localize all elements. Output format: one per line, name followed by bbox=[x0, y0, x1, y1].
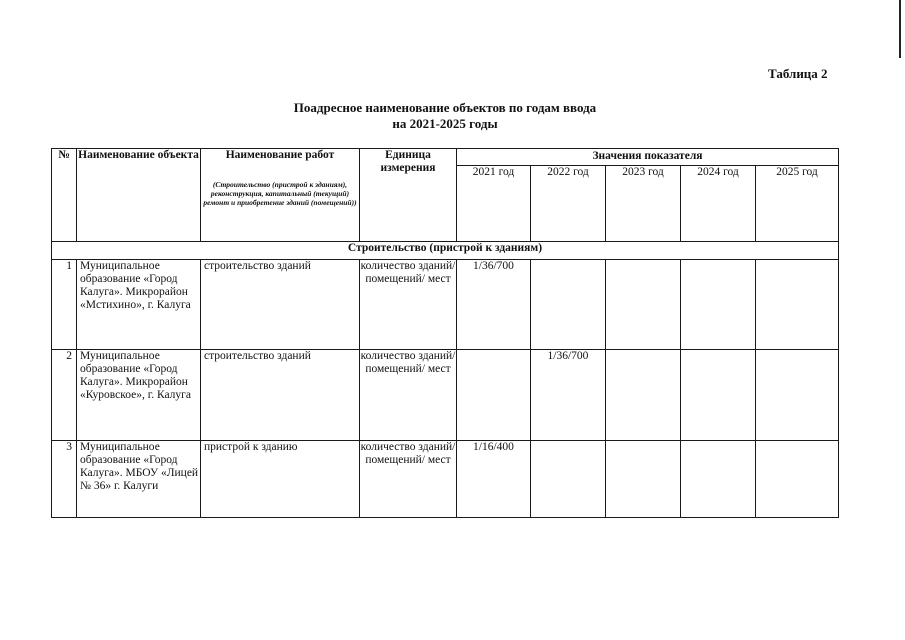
row-value-2023 bbox=[606, 441, 681, 518]
row-value-2025 bbox=[756, 260, 839, 350]
row-unit: количество зданий/ помещений/ мест bbox=[360, 350, 457, 441]
row-work: пристрой к зданию bbox=[201, 441, 360, 518]
header-values: Значения показателя bbox=[457, 149, 839, 166]
header-unit: Единица измерения bbox=[360, 149, 457, 242]
header-year: 2024 год bbox=[681, 166, 756, 242]
header-year: 2021 год bbox=[457, 166, 531, 242]
row-value-2021: 1/36/700 bbox=[457, 260, 531, 350]
row-value-2024 bbox=[681, 350, 756, 441]
row-object: Муниципальное образование «Город Калуга». МБОУ «Лицей № 36» г. Калуги bbox=[77, 441, 201, 518]
row-value-2022 bbox=[531, 260, 606, 350]
header-year: 2022 год bbox=[531, 166, 606, 242]
header-num: № bbox=[52, 149, 77, 242]
row-value-2022 bbox=[531, 441, 606, 518]
scan-edge-mark bbox=[891, 0, 905, 60]
header-works-label: Наименование работ bbox=[225, 149, 335, 161]
row-value-2023 bbox=[606, 260, 681, 350]
row-work: строительство зданий bbox=[201, 260, 360, 350]
document-subtitle: на 2021-2025 годы bbox=[392, 116, 498, 131]
header-object: Наименование объекта bbox=[77, 149, 201, 242]
row-unit: количество зданий/ помещений/ мест bbox=[360, 441, 457, 518]
data-table bbox=[51, 148, 839, 518]
row-object: Муниципальное образование «Город Калуга». Микрорайон «Куровское», г. Калуга bbox=[77, 350, 201, 441]
row-num: 1 bbox=[52, 260, 77, 350]
row-unit: количество зданий/ помещений/ мест bbox=[360, 260, 457, 350]
header-row-1 bbox=[52, 149, 839, 166]
header-works bbox=[201, 149, 360, 242]
row-value-2021 bbox=[457, 350, 531, 441]
row-num: 2 bbox=[52, 350, 77, 441]
header-works-note: (Строительство (пристрой к зданиям), реконструкция, капитальный (текущий) ремонт и приобретение зданий (помещений)) bbox=[203, 180, 357, 207]
row-num: 3 bbox=[52, 441, 77, 518]
header-year: 2023 год bbox=[606, 166, 681, 242]
table-number-label: Таблица 2 bbox=[768, 66, 828, 81]
section-title: Строительство (пристрой к зданиям) bbox=[52, 242, 839, 260]
row-object: Муниципальное образование «Город Калуга». Микрорайон «Мстихино», г. Калуга bbox=[77, 260, 201, 350]
row-value-2025 bbox=[756, 350, 839, 441]
row-value-2021: 1/16/400 bbox=[457, 441, 531, 518]
row-value-2025 bbox=[756, 441, 839, 518]
table-row bbox=[52, 260, 839, 350]
table-row bbox=[52, 350, 839, 441]
section-row bbox=[52, 242, 839, 260]
row-work: строительство зданий bbox=[201, 350, 360, 441]
row-value-2024 bbox=[681, 441, 756, 518]
row-value-2023 bbox=[606, 350, 681, 441]
document-title: Поадресное наименование объектов по годам ввода bbox=[293, 100, 597, 115]
table-row bbox=[52, 441, 839, 518]
row-value-2024 bbox=[681, 260, 756, 350]
row-value-2022: 1/36/700 bbox=[531, 350, 606, 441]
header-year: 2025 год bbox=[756, 166, 839, 242]
